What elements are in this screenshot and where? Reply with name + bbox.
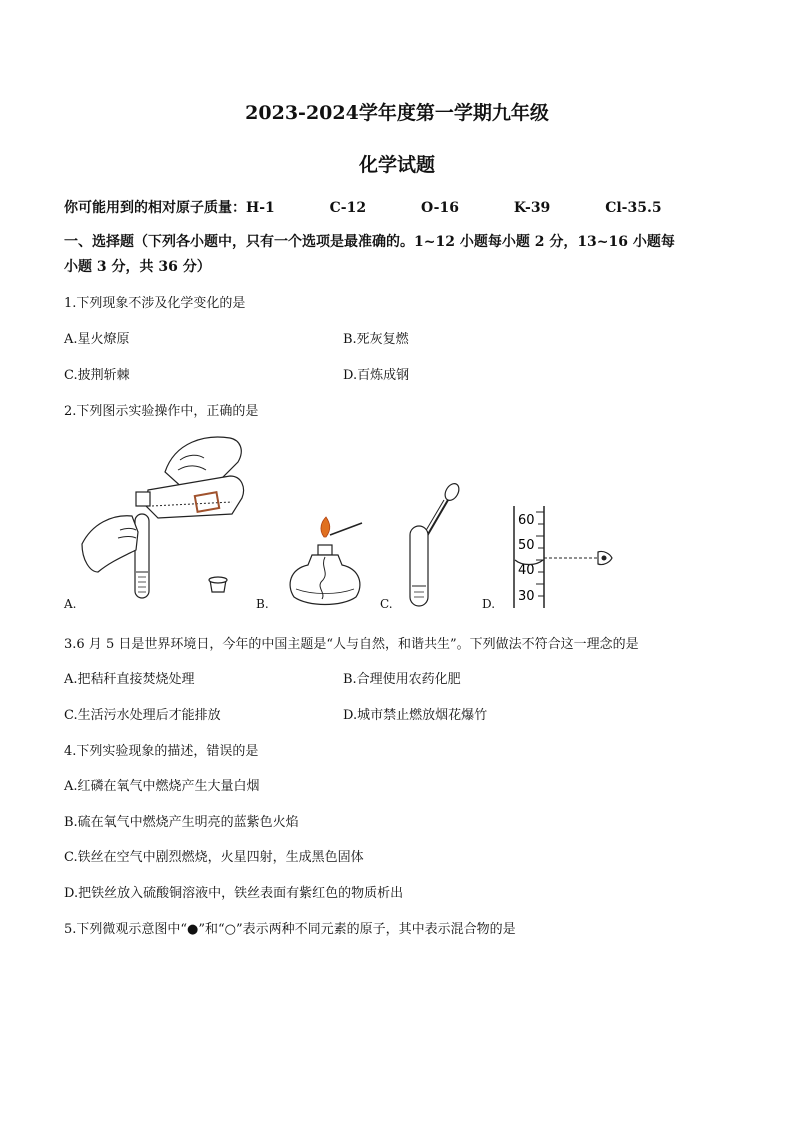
q4-stem: 4.下列实验现象的描述，错误的是 bbox=[64, 744, 259, 759]
mass-cl: Cl-35.5 bbox=[605, 200, 662, 216]
q3-option-d: D.城市禁止燃放烟花爆竹 bbox=[343, 708, 488, 723]
q1-option-d: D.百炼成钢 bbox=[343, 368, 410, 383]
q1-stem: 1.下列现象不涉及化学变化的是 bbox=[64, 296, 246, 311]
q4-option-d: D.把铁丝放入硫酸铜溶液中，铁丝表面有紫红色的物质析出 bbox=[64, 886, 404, 901]
figure-c-dropper bbox=[404, 482, 464, 610]
q3-option-a: A.把秸秆直接焚烧处理 bbox=[64, 672, 195, 687]
figure-d-label: D. bbox=[482, 597, 496, 611]
q1-option-c: C.披荆斩棘 bbox=[64, 368, 130, 383]
q4-option-c: C.铁丝在空气中剧烈燃烧，火星四射，生成黑色固体 bbox=[64, 850, 364, 865]
mass-o: O-16 bbox=[420, 200, 459, 216]
section-heading-line2: 小题 3 分，共 36 分） bbox=[64, 259, 211, 275]
mass-label: 你可能用到的相对原子质量：H-1 bbox=[64, 200, 275, 216]
atomic-masses-line bbox=[64, 197, 662, 217]
cylinder-tick-50: 50 bbox=[518, 538, 535, 553]
q1-option-a: A.星火燎原 bbox=[64, 332, 130, 347]
section-heading-line1: 一、选择题（下列各小题中，只有一个选项是最准确的。1~12 小题每小题 2 分，13~16 小题每 bbox=[64, 234, 675, 250]
q3-option-c: C.生活污水处理后才能排放 bbox=[64, 708, 221, 723]
figure-d-graduated-cylinder bbox=[508, 502, 618, 612]
q3-option-b: B.合理使用农药化肥 bbox=[343, 672, 461, 687]
cylinder-tick-60: 60 bbox=[518, 513, 535, 528]
cylinder-tick-40: 40 bbox=[518, 563, 535, 578]
q3-stem: 3.6 月 5 日是世界环境日，今年的中国主题是“人与自然，和谐共生”。下列做法不符合这一理念的是 bbox=[64, 637, 639, 652]
q1-option-b: B.死灰复燃 bbox=[343, 332, 409, 347]
q2-stem: 2.下列图示实验操作中，正确的是 bbox=[64, 404, 259, 419]
figure-b-label: B. bbox=[256, 597, 269, 611]
q4-option-b: B.硫在氧气中燃烧产生明亮的蓝紫色火焰 bbox=[64, 815, 299, 830]
exam-title: 2023-2024学年度第一学期九年级 bbox=[245, 102, 549, 124]
mass-c: C-12 bbox=[329, 200, 367, 216]
cylinder-tick-30: 30 bbox=[518, 589, 535, 604]
exam-subtitle: 化学试题 bbox=[358, 154, 435, 176]
figure-a-pouring-liquid bbox=[80, 432, 250, 612]
q5-stem: 5.下列微观示意图中“●”和“○”表示两种不同元素的原子，其中表示混合物的是 bbox=[64, 922, 516, 937]
mass-k: K-39 bbox=[513, 200, 551, 216]
figure-b-alcohol-lamp bbox=[282, 515, 372, 610]
q4-option-a: A.红磷在氧气中燃烧产生大量白烟 bbox=[64, 779, 260, 794]
figure-a-label: A. bbox=[64, 597, 77, 611]
figure-c-label: C. bbox=[380, 597, 393, 611]
